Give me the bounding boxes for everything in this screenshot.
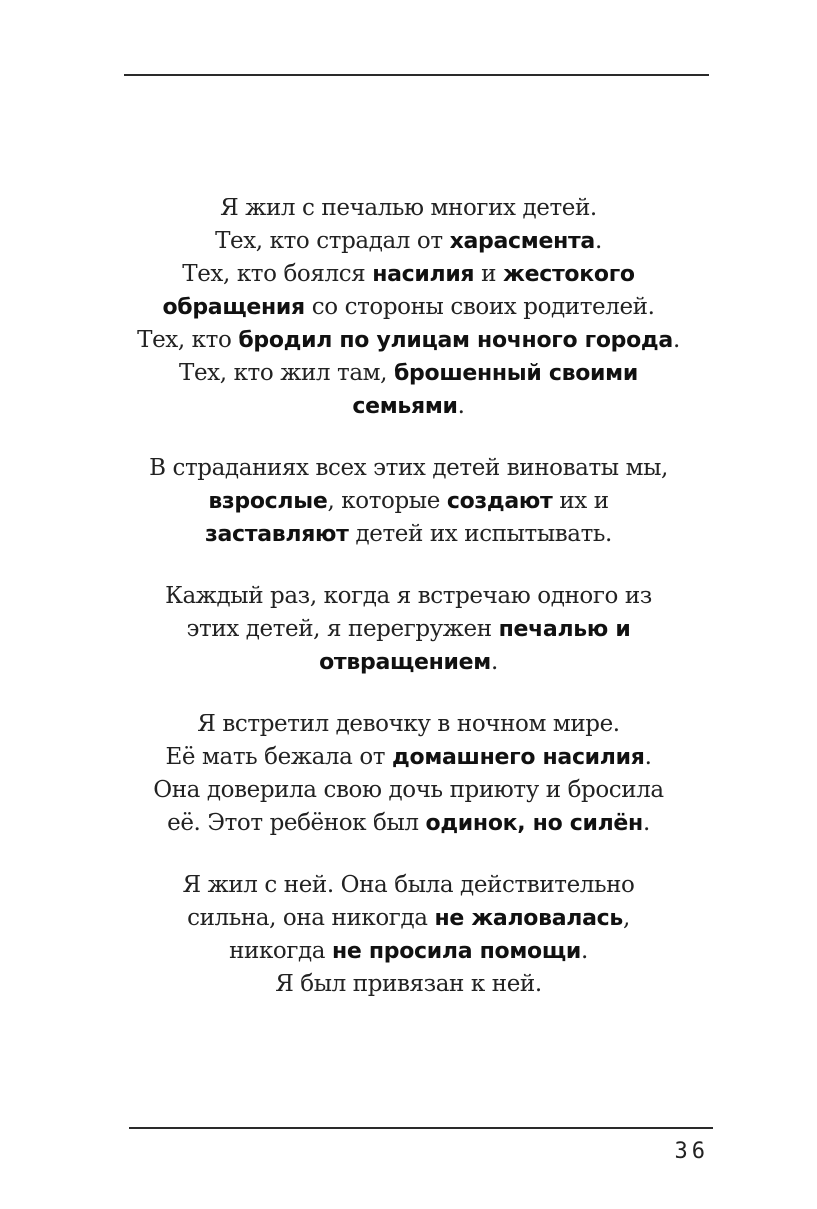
body-text: , которые xyxy=(327,488,447,514)
emphasis-text: бродил по улицам ночного города xyxy=(238,328,673,353)
body-text: их и xyxy=(552,488,609,514)
text-line xyxy=(100,613,717,646)
text-line xyxy=(100,708,717,741)
page-body xyxy=(100,192,717,1030)
body-text: этих детей, я перегружен xyxy=(186,616,499,642)
body-text: . xyxy=(594,228,602,254)
text-line xyxy=(100,968,717,1001)
emphasis-text: одинок, но силён xyxy=(425,811,643,836)
body-text: . xyxy=(672,327,680,353)
text-line xyxy=(100,324,717,357)
emphasis-text: отвращением xyxy=(319,650,491,675)
body-text: Каждый раз, когда я встречаю одного из xyxy=(165,583,652,609)
body-text: детей их испытывать. xyxy=(348,521,612,547)
emphasis-text: обращения xyxy=(162,295,305,320)
emphasis-text: домашнего насилия xyxy=(392,745,645,770)
emphasis-text: жестокого xyxy=(503,262,635,287)
emphasis-text: насилия xyxy=(372,262,475,287)
text-line xyxy=(100,741,717,774)
body-text: . xyxy=(457,393,465,419)
body-text: Я жил с печалью многих детей. xyxy=(220,195,597,221)
paragraph xyxy=(100,192,717,423)
emphasis-text: создают xyxy=(446,489,553,514)
body-text: . xyxy=(642,810,650,836)
body-text: . xyxy=(644,744,652,770)
text-line xyxy=(100,258,717,291)
body-text: , xyxy=(622,905,630,931)
emphasis-text: не жаловалась xyxy=(434,906,623,931)
body-text: . xyxy=(580,938,588,964)
body-text: В страданиях всех этих детей виноваты мы, xyxy=(149,455,668,481)
emphasis-text: заставляют xyxy=(205,522,349,547)
text-line xyxy=(100,485,717,518)
top-rule xyxy=(124,74,709,76)
text-line xyxy=(100,774,717,807)
bottom-rule xyxy=(129,1127,713,1129)
body-text: Я был привязан к ней. xyxy=(275,971,542,997)
body-text: Тех, кто xyxy=(137,327,239,353)
paragraph xyxy=(100,580,717,679)
body-text: Тех, кто страдал от xyxy=(215,228,450,254)
text-line xyxy=(100,357,717,390)
paragraph xyxy=(100,869,717,1001)
body-text: Она доверила свою дочь приюту и бросила xyxy=(153,777,664,803)
body-text: Её мать бежала от xyxy=(165,744,393,770)
text-line xyxy=(100,807,717,840)
body-text: . xyxy=(490,649,498,675)
body-text: и xyxy=(474,261,504,287)
text-line xyxy=(100,518,717,551)
text-line xyxy=(100,192,717,225)
body-text: Тех, кто жил там, xyxy=(179,360,394,386)
body-text: никогда xyxy=(229,938,333,964)
text-line xyxy=(100,390,717,423)
page-number: 36 xyxy=(674,1139,709,1164)
text-line xyxy=(100,902,717,935)
body-text: Я встретил девочку в ночном мире. xyxy=(197,711,620,737)
paragraph xyxy=(100,452,717,551)
emphasis-text: печалью и xyxy=(498,617,631,642)
body-text: Тех, кто боялся xyxy=(182,261,373,287)
text-line xyxy=(100,646,717,679)
emphasis-text: семьями xyxy=(352,394,458,419)
emphasis-text: брошенный своими xyxy=(394,361,638,386)
body-text: её. Этот ребёнок был xyxy=(167,810,426,836)
emphasis-text: взрослые xyxy=(208,489,328,514)
text-line xyxy=(100,580,717,613)
emphasis-text: не просила помощи xyxy=(332,939,581,964)
body-text: Я жил с ней. Она была действительно xyxy=(182,872,635,898)
text-line xyxy=(100,225,717,258)
body-text: сильна, она никогда xyxy=(187,905,435,931)
text-line xyxy=(100,291,717,324)
body-text: со стороны своих родителей. xyxy=(304,294,655,320)
text-line xyxy=(100,452,717,485)
paragraph xyxy=(100,708,717,840)
emphasis-text: харасмента xyxy=(449,229,595,254)
text-line xyxy=(100,869,717,902)
text-line xyxy=(100,935,717,968)
